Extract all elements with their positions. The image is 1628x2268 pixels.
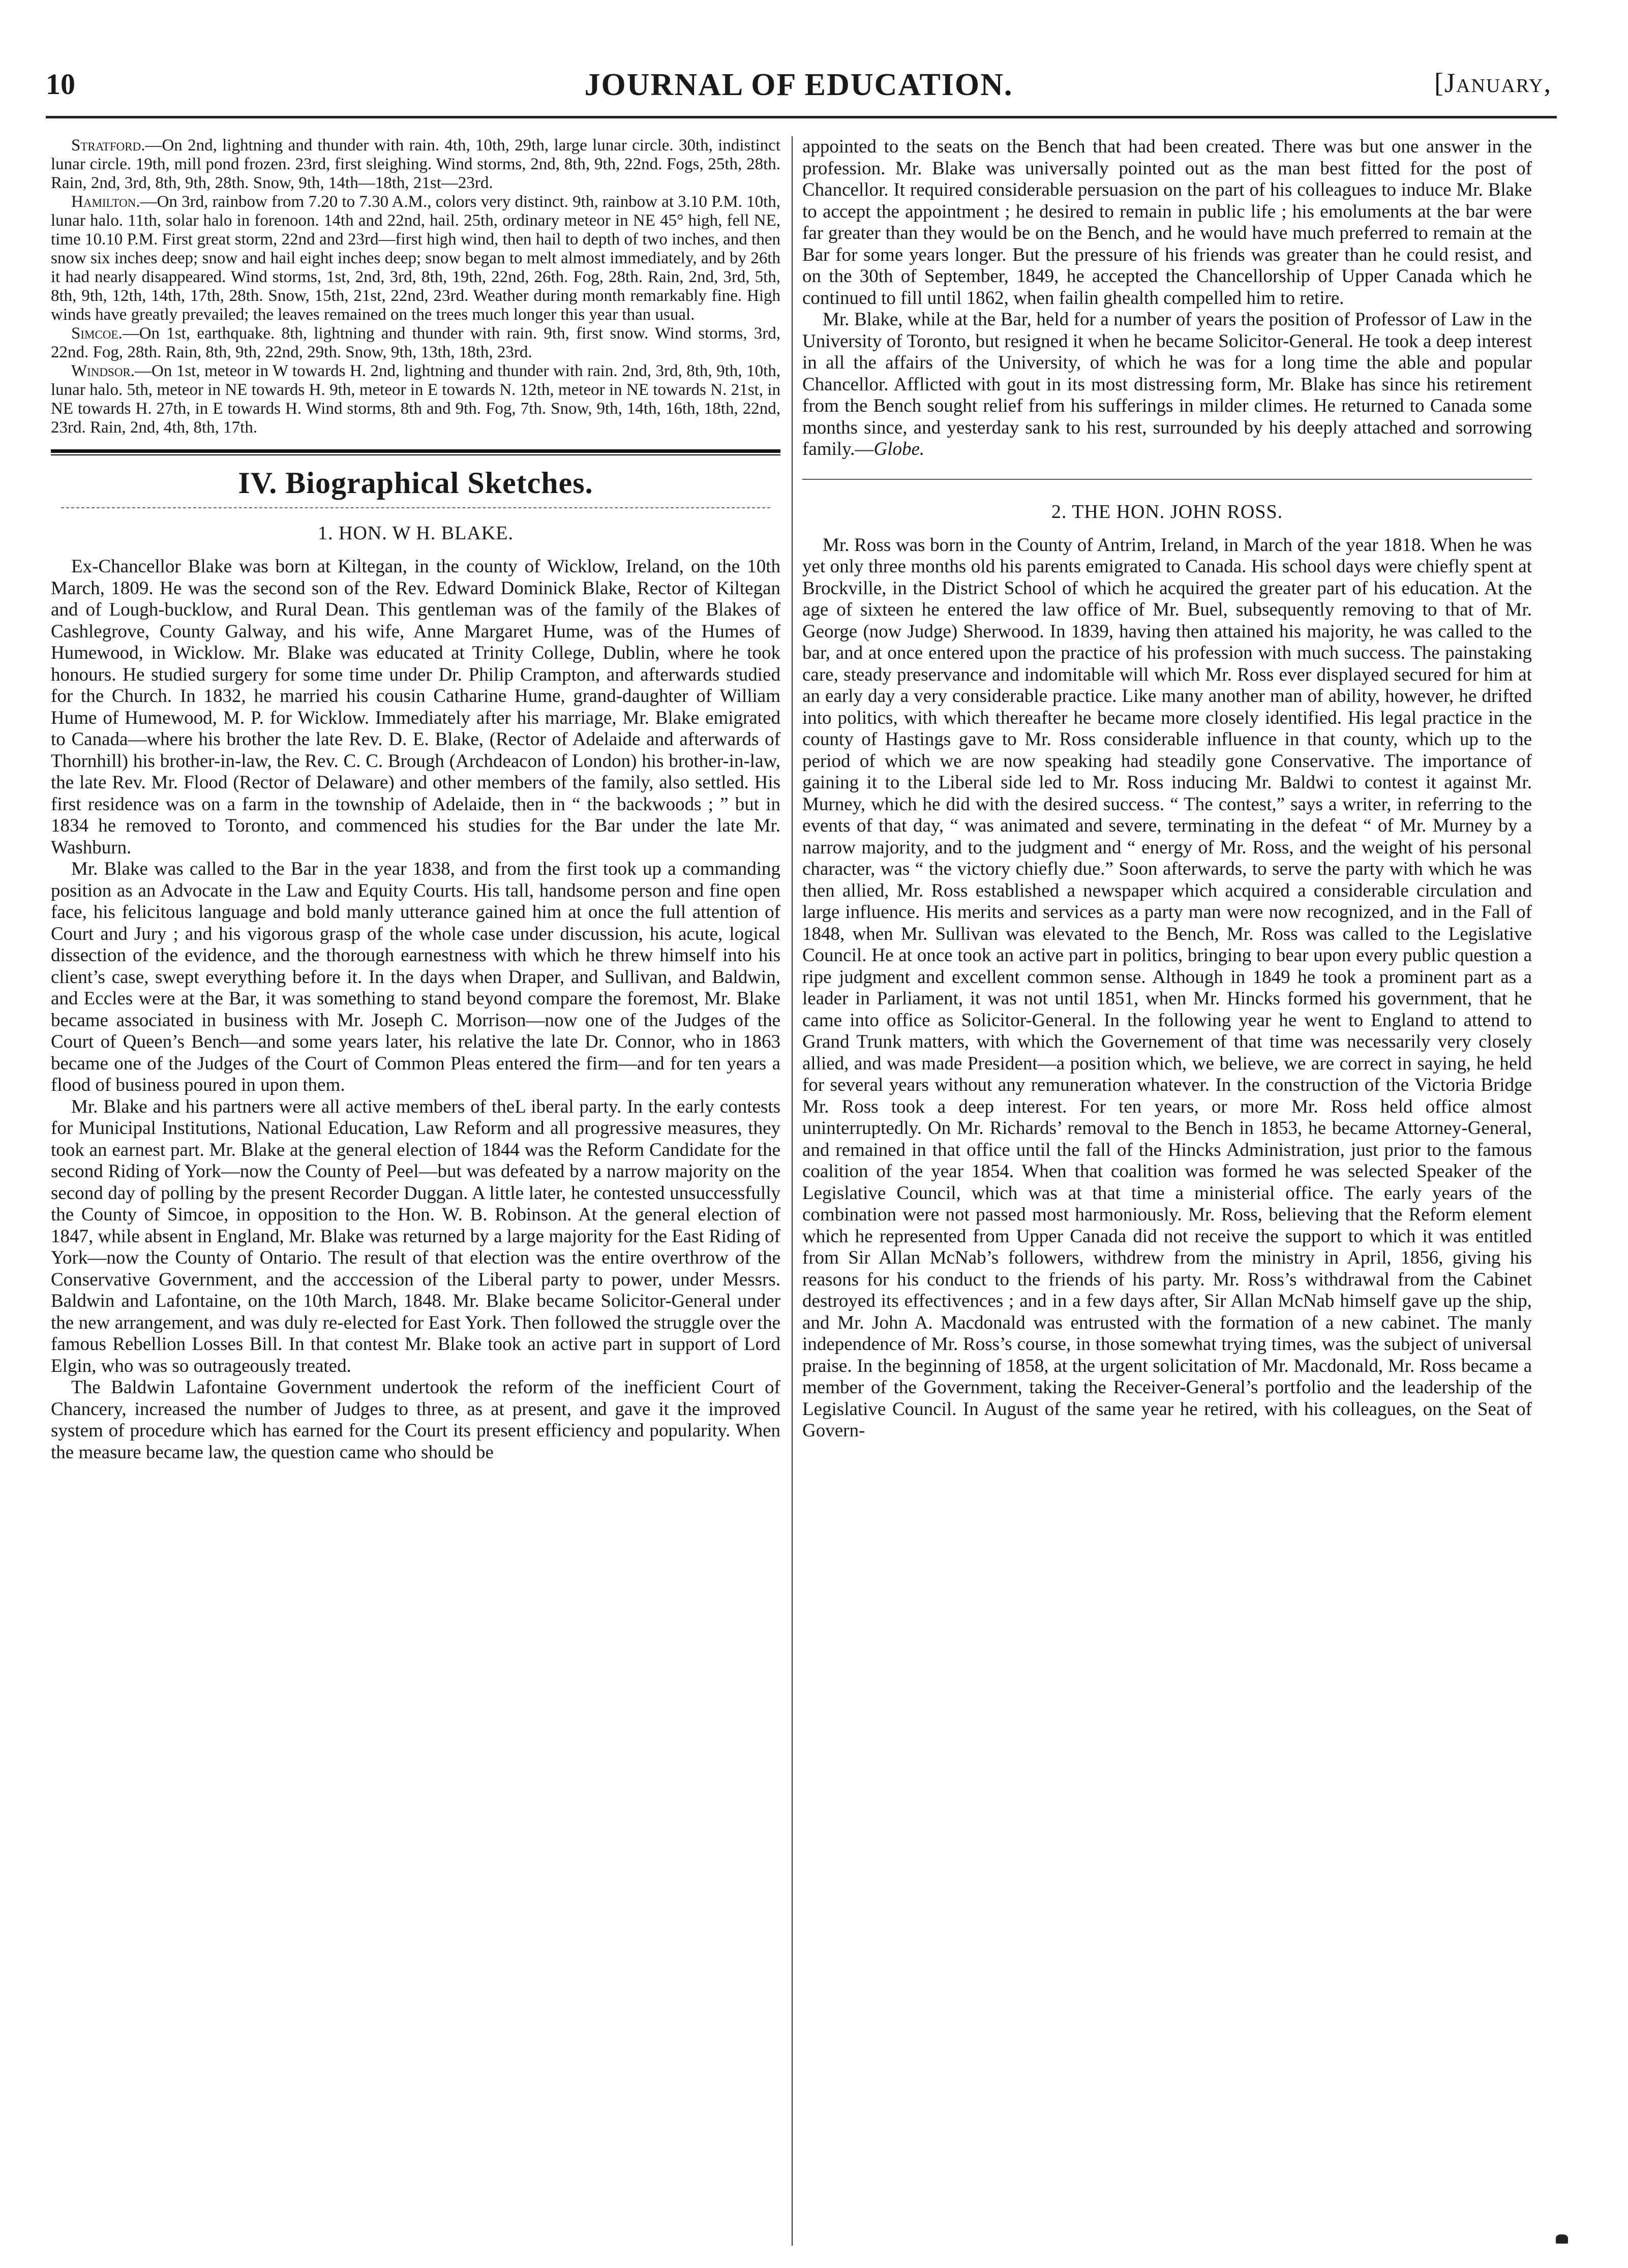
page-number: 10: [46, 68, 75, 101]
weather-entry-windsor: Windsor.—On 1st, meteor in W towards H. 2nd, lightning and thunder with rain. 2nd, 3rd, 8th, 9th, 10th, lunar halo. 5th, meteor in NE towards H. 9th, meteor in E towards N. 12th, meteor in NE towards N. 21st, in NE towards H. 27th, in E towards H. Wind storms, 8th and 9th. Fog, 7th. Snow, 9th, 14th, 16th, 18th, 22nd, 23rd. Rain, 2nd, 4th, 8th, 17th.: [51, 362, 780, 437]
section-dash-rule: [61, 507, 770, 508]
blake-continued-paragraph-1: appointed to the seats on the Bench that had been created. There was but one answer in the profession. Mr. Blake was universally pointed out as the man best fitted for the post of Chancellor. It required considerable persuasion on the part of his colleagues to induce Mr. Blake to accept the appointment ; he desired to remain in public life ; his emoluments at the bar were far greater than they would be on the Bench, and he would have much preferred to remain at the Bar for some years longer. But the pressure of his friends was greater than he could resist, and on the 30th of September, 1849, he accepted the Chancellorship of Upper Canada which he continued to fill until 1862, when failin ghealth compelled him to retire.: [802, 136, 1532, 309]
column-divider: [792, 136, 793, 2246]
journal-title: JOURNAL OF EDUCATION.: [584, 68, 1013, 102]
source-credit: Globe.: [873, 439, 925, 459]
blake-paragraph-3: Mr. Blake and his partners were all active members of theL iberal party. In the early contests for Municipal Institutions, National Education, Law Reform and all progressive measures, they took an earnest part. Mr. Blake at the general election of 1844 was the Reform Candidate for the second Riding of York—now the County of Peel—but was defeated by a narrow majority on the second day of polling by the present Recorder Duggan. A little later, he contested unsuccessfully the County of Simcoe, in opposition to the Hon. W. B. Robinson. At the general election of 1847, while absent in England, Mr. Blake was returned by a large majority for the East Riding of York—now the County of Ontario. The result of that election was the entire overthrow of the Conservative Government, and the acccession of the Liberal party to power, under Messrs. Baldwin and Lafontaine, on the 10th March, 1848. Mr. Blake became Solicitor-General under the new arrangement, and was duly re-elected for East York. Then followed the struggle over the famous Rebellion Losses Bill. In that contest Mr. Blake took an active part in support of Lord Elgin, who was so outrageously treated.: [51, 1096, 780, 1376]
section-rule: [51, 449, 780, 455]
section-title: IV. Biographical Sketches.: [238, 466, 593, 500]
ross-paragraph-1: Mr. Ross was born in the County of Antrim, Ireland, in March of the year 1818. When he was yet only three months old his parents emigrated to Canada. His school days were chiefly spent at Brockville, in the District School of which he acquired the greater part of his education. At the age of sixteen he entered the law office of Mr. Buel, subsequently removing to that of Mr. George (now Judge) Sherwood. In 1839, having then attained his majority, he was called to the bar, and at once entered upon the practice of his profession with much success. The painstaking care, steady preservance and indomitable will which Mr. Ross ever displayed secured for him at an early day a very considerable practice. Like many another man of ability, however, he drifted into politics, with which thereafter he became more closely identified. His legal practice in the county of Hastings gave to Mr. Ross considerable influence in that county, which up to the period of which we are now speaking had steadily gone Conservative. The importance of gaining it to the Liberal side led to Mr. Ross inducing Mr. Baldwi to contest it against Mr. Murney, which he did with the desired success. “ The contest,” says a writer, in referring to the events of that day, “ was animated and severe, terminating in the defeat “ of Mr. Murney by a narrow majority, and to the judgment and “ energy of Mr. Ross, and the weight of his personal character, was “ the victory chiefly due.” Soon afterwards, to serve the party with which he was then allied, Mr. Ross established a newspaper which acquired a considerable circulation and large influence. His merits and services as a party man were now recognized, and in the Fall of 1848, when Mr. Sullivan was elevated to the Bench, Mr. Ross was called to the Legislative Council. He at once took an active part in politics, bringing to bear upon every public question a ripe judgment and excellent common sense. Although in 1849 he took a prominent part as a leader in Parliament, it was not until 1851, when Mr. Hincks formed his government, that he came into office as Solicitor-General. In the following year he went to England to attend to Grand Trunk matters, with which the Governement of that time was necessarily very closely allied, and was made President—a position which, we believe, we are correct in saying, he held for several years without any remuneration whatever. In the construction of the Victoria Bridge Mr. Ross took a deep interest. For ten years, or more Mr. Ross held office almost uninterruptedly. On Mr. Richards’ removal to the Bench in 1853, he became Attorney-General, and remained in that office until the fall of the Hincks Administration, just prior to the famous coalition of the year 1854. When that coalition was formed he was selected Speaker of the Legislative Council, which was at that time a ministerial office. The early years of the combination were not passed most harmoniously. Mr. Ross, believing that the Reform element which he represented from Upper Canada did not receive the support to which it was entitled from Sir Allan McNab’s followers, withdrew from the ministry in April, 1856, giving his reasons for his conduct to the friends of his party. Mr. Ross’s withdrawal from the Cabinet destroyed its effectivences ; and in a few days after, Sir Allan McNab himself gave up the ship, and Mr. John A. Macdonald was entrusted with the formation of a new cabinet. The manly independence of Mr. Ross’s course, in those somewhat trying times, was the subject of universal praise. In the beginning of 1858, at the urgent solicitation of Mr. Macdonald, Mr. Ross became a member of the Government, taking the Receiver-General’s portfolio and the leadership of the Legislative Council. In August of the same year he retired, with his colleagues, on the Seat of Govern-: [802, 534, 1532, 1441]
article-heading-ross: 2. THE HON. JOHN ROSS.: [1051, 501, 1283, 523]
header-rule: [46, 116, 1557, 118]
issue-month: [January,: [1434, 68, 1552, 98]
blake-continued-paragraph-2: Mr. Blake, while at the Bar, held for a number of years the position of Professor of Law in the University of Toronto, but resigned it when he became Solicitor-General. He took a deep interest in all the affairs of the University, of which he was for a long time the able and popular Chancellor. Afflicted with gout in its most distressing form, Mr. Blake has since his retirement from the Bench sought relief from his sufferings in milder climes. He returned to Canada some months since, and yesterday sank to his rest, surrounded by his deeply attached and sorrowing family.—Globe.: [802, 309, 1532, 459]
right-column: [802, 136, 1532, 2235]
blake-paragraph-4: The Baldwin Lafontaine Government undertook the reform of the inefficient Court of Chancery, increased the number of Judges to three, as at present, and gave it the improved system of procedure which has earned for the Court its present efficiency and popularity. When the measure became law, the question came who should be: [51, 1377, 780, 1463]
left-column: [51, 136, 780, 2235]
blake-paragraph-1: Ex-Chancellor Blake was born at Kiltegan, in the county of Wicklow, Ireland, on the 10th March, 1809. He was the second son of the Rev. Edward Dominick Blake, Rector of Kiltegan and of Lough-bucklow, and Rural Dean. This gentleman was of the family of the Blakes of Cashlegrove, County Galway, and his wife, Anne Margaret Hume, was of the Humes of Humewood, in Wicklow. Mr. Blake was educated at Trinity College, Dublin, where he took honours. He studied surgery for some time under Dr. Philip Crampton, and afterwards studied for the Church. In 1832, he married his cousin Catharine Hume, grand-daughter of William Hume of Humewood, M. P. for Wicklow. Immediately after his marriage, Mr. Blake emigrated to Canada—where his brother the late Rev. D. E. Blake, (Rector of Adelaide and afterwards of Thornhill) his brother-in-law, the Rev. C. C. Brough (Archdeacon of London) his brother-in-law, the late Rev. Mr. Flood (Rector of Delaware) and other members of the family, also settled. His first residence was on a farm in the township of Adelaide, then in “ the backwoods ; ” but in 1834 he removed to Toronto, and commenced his studies for the Bar under the late Mr. Washburn.: [51, 556, 780, 858]
weather-entry-simcoe: Simcoe.—On 1st, earthquake. 8th, lightning and thunder with rain. 9th, first snow. Wind storms, 3rd, 22nd. Fog, 28th. Rain, 8th, 9th, 22nd, 29th. Snow, 9th, 13th, 18th, 23rd.: [51, 324, 780, 361]
article-separator: [802, 479, 1532, 480]
article-heading-blake: 1. HON. W H. BLAKE.: [318, 523, 514, 544]
page-header: [46, 67, 1552, 113]
weather-entry-stratford: Stratford.—On 2nd, lightning and thunder with rain. 4th, 10th, 29th, large lunar circle. 30th, indistinct lunar circle. 19th, mill pond frozen. 23rd, first sleighing. Wind storms, 2nd, 8th, 9th, 22nd. Fogs, 25th, 28th. Rain, 2nd, 3rd, 8th, 9th, 28th. Snow, 9th, 14th—18th, 21st—23rd.: [51, 136, 780, 192]
blake-paragraph-2: Mr. Blake was called to the Bar in the year 1838, and from the first took up a commanding position as an Advocate in the Law and Equity Courts. His tall, handsome person and fine open face, his felicitous language and bold manly utterance gained him at once the full attention of Court and Jury ; and his vigorous grasp of the whole case under discussion, his acute, logical dissection of the evidence, and the thorough earnestness with which he threw himself into his client’s case, swept everything before it. In the days when Draper, and Sullivan, and Baldwin, and Eccles were at the Bar, it was something to stand beyond compare the foremost, Mr. Blake became associated in business with Mr. Joseph C. Morrison—now one of the Judges of the Court of Queen’s Bench—and some years later, his relative the late Dr. Connor, who in 1863 became one of the Judges of the Court of Common Pleas entered the firm—and for ten years a flood of business poured in upon them.: [51, 859, 780, 1095]
weather-entry-hamilton: Hamilton.—On 3rd, rainbow from 7.20 to 7.30 A.M., colors very distinct. 9th, rainbow at 3.10 P.M. 10th, lunar halo. 11th, solar halo in forenoon. 14th and 22nd, hail. 25th, ordinary meteor in NE 45° high, fell NE, time 10.10 P.M. First great storm, 22nd and 23rd—first high wind, then hail to depth of two inches, and then snow six inches deep; snow and hail eight inches deep; snow began to melt almost immediately, and by 26th it had nearly disappeared. Wind storms, 1st, 2nd, 3rd, 8th, 19th, 22nd, 26th. Fog, 28th. Rain, 2nd, 3rd, 5th, 8th, 9th, 12th, 14th, 17th, 28th. Snow, 15th, 21st, 22nd, 23rd. Weather during month remarkably fine. High winds have greatly prevailed; the leaves remained on the trees much longer this year than usual.: [51, 193, 780, 324]
weather-reports: [51, 136, 780, 437]
ink-mark-icon: [1556, 2234, 1568, 2244]
